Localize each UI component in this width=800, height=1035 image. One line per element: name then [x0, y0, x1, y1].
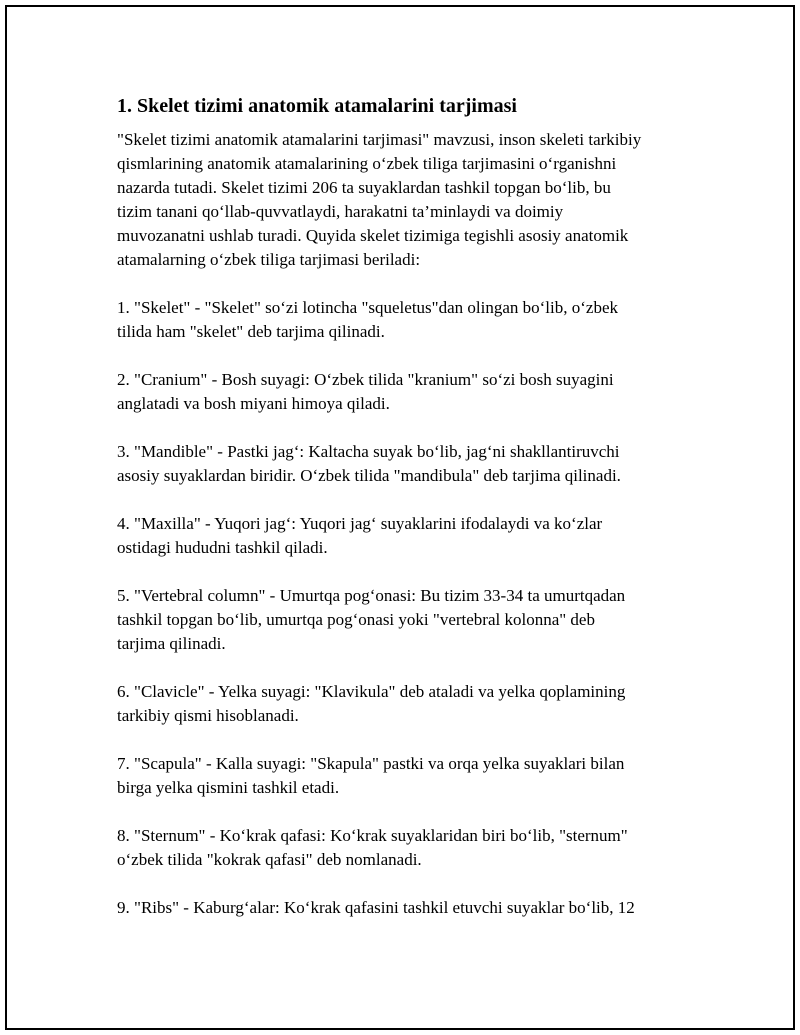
text-line: tashkil topgan bo‘lib, umurtqa pog‘onasi yoki "vertebral kolonna" deb [117, 610, 595, 629]
text-line: nazarda tutadi. Skelet tizimi 206 ta suyaklardan tashkil topgan bo‘lib, bu [117, 178, 611, 197]
list-item-ribs [117, 896, 687, 920]
list-item-skelet [117, 296, 687, 344]
text-line: asosiy suyaklardan biridir. O‘zbek tilida "mandibula" deb tarjima qilinadi. [117, 466, 621, 485]
text-line: 2. "Cranium" - Bosh suyagi: O‘zbek tilida "kranium" so‘zi bosh suyagini [117, 370, 614, 389]
text-line: o‘zbek tilida "kokrak qafasi" deb nomlanadi. [117, 850, 422, 869]
section-heading: 1. Skelet tizimi anatomik atamalarini tarjimasi [117, 95, 517, 117]
list-item-cranium [117, 368, 687, 416]
text-line: tizim tanani qo‘llab-quvvatlaydi, harakatni ta’minlaydi va doimiy [117, 202, 564, 221]
list-item-mandible [117, 440, 687, 488]
text-line: "Skelet tizimi anatomik atamalarini tarjimasi" mavzusi, inson skeleti tarkibiy [117, 130, 642, 149]
text-line: 8. "Sternum" - Ko‘krak qafasi: Ko‘krak suyaklaridan biri bo‘lib, "sternum" [117, 826, 628, 845]
text-line: 1. "Skelet" - "Skelet" so‘zi lotincha "squeletus"dan olingan bo‘lib, o‘zbek [117, 298, 619, 317]
text-line: 3. "Mandible" - Pastki jag‘: Kaltacha suyak bo‘lib, jag‘ni shakllantiruvchi [117, 442, 620, 461]
document-body [117, 92, 687, 944]
text-line: 5. "Vertebral column" - Umurtqa pog‘onasi: Bu tizim 33-34 ta umurtqadan [117, 586, 626, 605]
text-line: 6. "Clavicle" - Yelka suyagi: "Klavikula" deb ataladi va yelka qoplamining [117, 682, 626, 701]
list-item-maxilla [117, 512, 687, 560]
text-line: anglatadi va bosh miyani himoya qiladi. [117, 394, 390, 413]
text-line: tarjima qilinadi. [117, 634, 226, 653]
intro-paragraph [117, 128, 687, 272]
list-item-scapula [117, 752, 687, 800]
text-line: ostidagi hududni tashkil qiladi. [117, 538, 328, 557]
text-line: 4. "Maxilla" - Yuqori jag‘: Yuqori jag‘ suyaklarini ifodalaydi va ko‘zlar [117, 514, 603, 533]
text-line: 9. "Ribs" - Kaburg‘alar: Ko‘krak qafasini tashkil etuvchi suyaklar bo‘lib, 12 [117, 898, 635, 917]
text-line: birga yelka qismini tashkil etadi. [117, 778, 340, 797]
text-line: tilida ham "skelet" deb tarjima qilinadi. [117, 322, 385, 341]
list-item-sternum [117, 824, 687, 872]
list-item-clavicle [117, 680, 687, 728]
text-line: qismlarining anatomik atamalarining o‘zbek tiliga tarjimasini o‘rganishni [117, 154, 617, 173]
text-line: muvozanatni ushlab turadi. Quyida skelet tizimiga tegishli asosiy anatomik [117, 226, 629, 245]
text-line: tarkibiy qismi hisoblanadi. [117, 706, 299, 725]
text-line: 7. "Scapula" - Kalla suyagi: "Skapula" pastki va orqa yelka suyaklari bilan [117, 754, 625, 773]
text-line: atamalarning o‘zbek tiliga tarjimasi beriladi: [117, 250, 421, 269]
list-item-vertebral-column [117, 584, 687, 656]
